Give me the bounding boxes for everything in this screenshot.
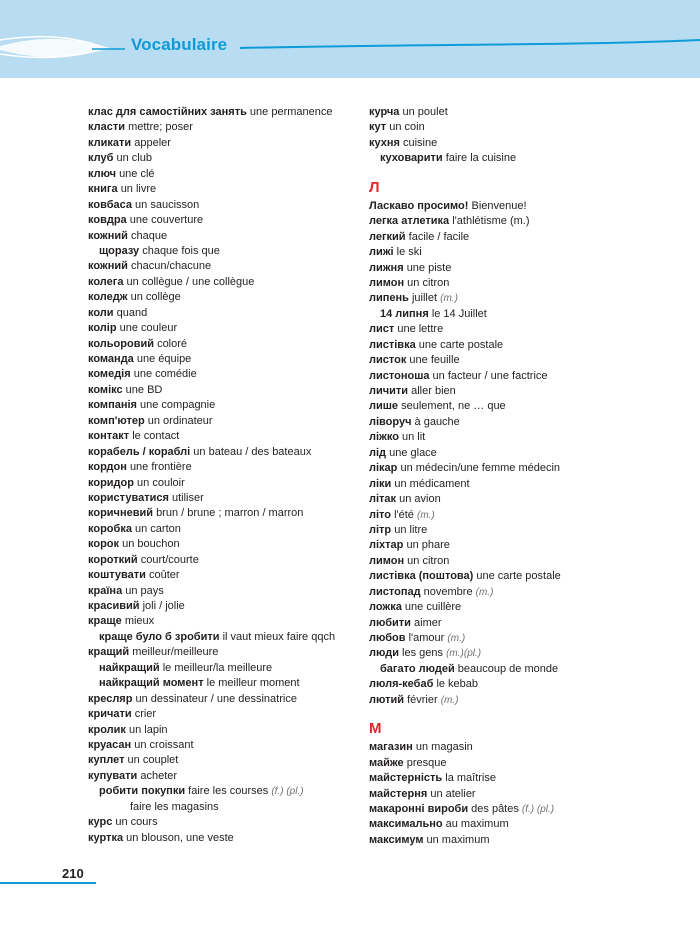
entry-word: магазин — [369, 741, 413, 754]
entry-word: коридор — [88, 476, 134, 489]
entry-word: багато людей — [380, 662, 455, 675]
entry-translation: le kebab — [436, 678, 479, 691]
vocab-entry — [369, 199, 561, 214]
entry-translation: un lapin — [129, 723, 168, 736]
entry-translation: une permanence — [249, 106, 333, 118]
entry-translation: faire les courses — [188, 785, 269, 798]
entry-translation: le 14 Juillet — [431, 307, 487, 320]
entry-word: майстерня — [369, 787, 428, 800]
page-title: Vocabulaire — [131, 35, 228, 54]
entry-grammar-note: (f.) (pl.) — [271, 786, 304, 798]
vocab-entry — [369, 600, 561, 615]
entry-translation: un pays — [125, 584, 164, 597]
entry-translation: une piste — [406, 261, 452, 274]
entry-translation: une carte postale — [476, 570, 561, 583]
entry-translation: beaucoup de monde — [457, 662, 559, 675]
entry-translation: mettre; poser — [128, 121, 193, 134]
entry-word: максимум — [369, 833, 424, 846]
entry-translation: novembre — [423, 585, 473, 598]
entry-word: краще було б зробити — [99, 630, 220, 643]
entry-translation: le ski — [396, 246, 422, 259]
vocab-entry — [88, 815, 335, 830]
entry-word: користуватися — [88, 491, 169, 504]
vocab-entry — [369, 631, 561, 646]
vocab-entry — [369, 353, 561, 368]
entry-word: курча — [369, 106, 400, 118]
entry-word: корок — [88, 538, 120, 551]
entry-word: коледж — [88, 291, 128, 304]
entry-word: листівка (поштова) — [369, 570, 474, 583]
vocab-entry — [88, 445, 335, 460]
entry-translation: un magasin — [415, 741, 473, 754]
entry-word: коли — [88, 306, 114, 319]
entry-word: лікар — [369, 462, 398, 475]
entry-translation: faire les magasins — [130, 800, 219, 813]
entry-word: кричати — [88, 708, 132, 721]
entry-word: майстерність — [369, 772, 443, 785]
vocab-entry — [88, 229, 335, 244]
entry-translation: un croissant — [134, 738, 194, 751]
vocab-entry — [369, 693, 561, 708]
entry-translation: brun / brune ; marron / marron — [156, 507, 304, 520]
entry-word: лимон — [369, 554, 405, 567]
vocab-entry — [88, 182, 335, 197]
entry-translation: un facteur / une factrice — [432, 369, 548, 382]
entry-translation: un atelier — [430, 787, 476, 800]
entry-translation: il vaut mieux faire qqch — [222, 630, 336, 643]
vocab-column-right — [369, 105, 561, 848]
vocab-entry — [88, 568, 335, 583]
vocab-entry — [88, 599, 335, 614]
entry-translation: juillet — [411, 292, 438, 305]
entry-word: компанія — [88, 399, 137, 412]
entry-translation: un citron — [407, 276, 450, 289]
entry-word: личити — [369, 385, 409, 397]
entry-grammar-note: (m.)(pl.) — [446, 648, 482, 660]
vocab-entry — [369, 136, 561, 151]
letter-heading-m: М — [369, 720, 382, 738]
entry-translation: un cours — [115, 816, 158, 829]
entry-translation: à gauche — [414, 415, 460, 428]
entry-translation: un maximum — [426, 833, 490, 846]
vocab-entry — [369, 662, 561, 677]
entry-translation: un médicament — [394, 477, 470, 490]
vocab-entry — [88, 553, 335, 568]
entry-translation: février — [407, 693, 438, 706]
entry-word: класти — [88, 121, 126, 134]
vocab-entry — [369, 230, 561, 245]
vocab-entry — [88, 584, 335, 599]
entry-word: Ласкаво просимо! — [369, 199, 469, 212]
entry-word: кращий — [88, 646, 130, 659]
entry-word: короткий — [88, 553, 138, 566]
vocab-entry — [369, 817, 561, 832]
entry-translation: une frontière — [129, 461, 192, 474]
vocab-entry — [369, 616, 561, 631]
vocab-entry — [88, 831, 335, 846]
entry-word: липень — [369, 292, 409, 305]
vocab-entry — [369, 307, 561, 322]
entry-word: ліжко — [369, 431, 399, 444]
entry-translation: crier — [134, 708, 157, 721]
entry-translation: un collègue / une collègue — [126, 275, 255, 288]
vocab-entry — [88, 707, 335, 722]
entry-translation: au maximum — [445, 818, 509, 831]
entry-translation: un médecin/une femme médecin — [400, 462, 561, 475]
entry-word: ковдра — [88, 214, 127, 227]
vocab-entry — [369, 833, 561, 848]
vocab-entry — [369, 415, 561, 430]
entry-grammar-note: (m.) — [475, 586, 494, 598]
vocab-entry — [88, 753, 335, 768]
vocab-entry — [88, 537, 335, 552]
entry-word: ключ — [88, 167, 116, 180]
vocab-entry — [88, 506, 335, 521]
entry-word: листівка — [369, 338, 416, 351]
entry-word: краще — [88, 615, 122, 628]
entry-word: щоразу — [99, 244, 140, 257]
entry-translation: aimer — [414, 616, 442, 629]
entry-translation: Bienvenue! — [471, 199, 527, 212]
entry-translation: faire la cuisine — [445, 152, 517, 165]
entry-word: ліки — [369, 477, 392, 490]
entry-word: листоноша — [369, 369, 430, 382]
entry-word: ложка — [369, 601, 402, 614]
entry-word: легка атлетика — [369, 215, 450, 228]
entry-grammar-note: (m.) — [416, 509, 435, 521]
vocab-entry — [369, 554, 561, 569]
entry-translation: aller bien — [411, 385, 456, 397]
entry-word: коричневий — [88, 507, 153, 520]
entry-translation: une lettre — [397, 323, 444, 336]
vocab-column-left — [88, 105, 335, 846]
entry-translation: cuisine — [403, 136, 438, 149]
vocab-entry — [369, 756, 561, 771]
entry-word: куртка — [88, 831, 124, 844]
entry-word: книга — [88, 183, 118, 196]
entry-translation: un collège — [130, 291, 181, 304]
vocab-entry — [88, 614, 335, 629]
entry-translation: mieux — [124, 615, 155, 628]
entry-translation: un bouchon — [122, 538, 180, 551]
entry-translation: seulement, ne … que — [401, 400, 506, 413]
entry-word: кожний — [88, 260, 128, 273]
header-banner — [0, 0, 700, 78]
vocab-entry — [88, 244, 335, 259]
entry-translation: les gens — [402, 647, 444, 660]
vocab-entry — [88, 491, 335, 506]
entry-translation: acheter — [140, 769, 178, 782]
entry-translation: court/courte — [140, 553, 199, 566]
entry-word: корабель / кораблі — [88, 445, 191, 458]
entry-word: кухня — [369, 136, 400, 149]
entry-word: красивий — [88, 600, 140, 612]
entry-word: літр — [369, 523, 392, 536]
entry-translation: l'amour — [408, 632, 445, 644]
vocab-entry — [88, 275, 335, 290]
vocab-entry — [88, 259, 335, 274]
entry-word: ліхтар — [369, 539, 404, 552]
vocab-entry — [88, 676, 335, 691]
entry-translation: un saucisson — [135, 198, 200, 211]
vocab-entry — [369, 276, 561, 291]
entry-word: кут — [369, 121, 387, 134]
vocab-entry — [88, 398, 335, 413]
vocab-entry — [88, 800, 335, 815]
entry-word: кресляр — [88, 692, 133, 705]
entry-translation: une BD — [125, 383, 163, 396]
entry-translation: le contact — [132, 430, 180, 443]
entry-translation: une couleur — [119, 322, 178, 335]
entry-word: літо — [369, 508, 392, 521]
entry-group-l — [369, 199, 561, 708]
entry-word: ліворуч — [369, 415, 412, 428]
entry-translation: un lit — [402, 431, 426, 444]
entry-translation: le meilleur/la meilleure — [162, 661, 273, 674]
entry-translation: un bateau / des bateaux — [193, 445, 312, 458]
vocab-entry — [88, 661, 335, 676]
vocab-entry — [369, 677, 561, 692]
entry-word: легкий — [369, 230, 406, 243]
vocab-entry — [369, 585, 561, 600]
entry-translation: une comédie — [133, 368, 197, 381]
entry-word: кролик — [88, 723, 126, 736]
vocab-entry — [369, 430, 561, 445]
entry-word: купувати — [88, 769, 138, 782]
vocab-entry — [88, 630, 335, 645]
vocab-entry — [369, 291, 561, 306]
page-number: 210 — [62, 866, 84, 881]
entry-translation: une glace — [389, 446, 437, 459]
vocab-entry — [369, 446, 561, 461]
vocab-entry — [88, 784, 335, 799]
entry-translation: un couplet — [127, 754, 179, 767]
page-number-rule — [0, 882, 96, 884]
entry-word: комп'ютер — [88, 414, 145, 427]
entry-translation: coûter — [148, 569, 180, 582]
entry-word: кожний — [88, 229, 128, 242]
vocab-entry — [88, 136, 335, 151]
entry-translation: une clé — [119, 167, 155, 180]
entry-translation: chaque — [130, 229, 168, 242]
entry-word: команда — [88, 353, 134, 365]
vocab-entry — [369, 214, 561, 229]
entry-word: кордон — [88, 461, 127, 474]
vocab-entry — [88, 769, 335, 784]
entry-translation: une équipe — [136, 353, 192, 365]
vocab-entry — [369, 538, 561, 553]
entry-translation: un livre — [120, 183, 157, 196]
entry-translation: joli / jolie — [142, 600, 185, 612]
entry-translation: une cuillère — [404, 601, 462, 614]
entry-translation: une couverture — [129, 214, 204, 227]
entry-word: контакт — [88, 430, 130, 443]
vocab-entry — [369, 120, 561, 135]
header-swoosh-graphic — [0, 0, 700, 78]
entry-word: комікс — [88, 383, 123, 396]
vocab-entry — [88, 306, 335, 321]
vocab-entry — [369, 508, 561, 523]
entry-word: коробка — [88, 522, 132, 535]
vocab-entry — [88, 692, 335, 707]
entry-translation: un citron — [407, 554, 450, 567]
entry-word: комедія — [88, 368, 131, 381]
entry-translation: chaque fois que — [142, 244, 220, 257]
vocab-entry — [369, 105, 561, 120]
entry-grammar-note: (f.) (pl.) — [521, 803, 555, 815]
entry-word: лише — [369, 400, 399, 413]
entry-translation: un couloir — [137, 476, 185, 489]
entry-word: лід — [369, 446, 387, 459]
vocab-entry — [369, 523, 561, 538]
entry-word: колега — [88, 275, 124, 288]
entry-word: круасан — [88, 738, 132, 751]
entry-group-k-continued — [369, 105, 561, 167]
entry-translation: un litre — [394, 523, 428, 536]
entry-translation: un club — [116, 152, 152, 165]
vocab-entry — [369, 787, 561, 802]
vocab-entry — [369, 477, 561, 492]
vocab-entry — [369, 646, 561, 661]
entry-translation: l'été — [394, 508, 414, 521]
entry-word: любити — [369, 616, 411, 629]
entry-translation: presque — [406, 756, 447, 769]
entry-word: лижня — [369, 261, 404, 274]
vocab-entry — [88, 290, 335, 305]
entry-word: куплет — [88, 754, 125, 767]
entry-translation: quand — [116, 306, 148, 319]
entry-word: клас для самостійних занять — [88, 106, 247, 118]
entry-word: лютий — [369, 693, 405, 706]
vocab-entry — [88, 367, 335, 382]
entry-translation: un carton — [135, 522, 181, 535]
vocab-entry — [369, 338, 561, 353]
entry-grammar-note: (m.) — [440, 293, 458, 305]
vocab-entry — [88, 120, 335, 135]
vocab-entry — [369, 384, 561, 399]
entry-word: ковбаса — [88, 198, 132, 211]
vocab-entry — [88, 151, 335, 166]
entry-word: максимально — [369, 818, 443, 831]
vocab-entry — [88, 738, 335, 753]
entry-grammar-note: (m.) — [440, 694, 459, 706]
vocab-entry — [88, 198, 335, 213]
vocab-entry — [88, 337, 335, 352]
vocab-entry — [88, 167, 335, 182]
entry-word: лист — [369, 323, 395, 336]
entry-translation: une carte postale — [418, 338, 504, 351]
entry-translation: un avion — [399, 493, 441, 506]
entry-word: куховарити — [380, 152, 443, 165]
vocab-entry — [88, 213, 335, 228]
vocab-entry — [369, 369, 561, 384]
entry-translation: meilleur/meilleure — [132, 646, 219, 659]
entry-translation: un ordinateur — [147, 414, 213, 427]
entry-translation: un blouson, une veste — [126, 831, 234, 844]
entry-word: макаронні вироби — [369, 802, 469, 815]
entry-translation: chacun/chacune — [130, 260, 212, 273]
entry-translation: facile / facile — [408, 230, 470, 243]
entry-word: лимон — [369, 276, 405, 289]
entry-word: листок — [369, 354, 407, 367]
vocab-entry — [369, 740, 561, 755]
entry-group-m — [369, 740, 561, 848]
entry-word: кликати — [88, 136, 132, 149]
entry-translation: appeler — [134, 136, 171, 149]
vocab-entry — [369, 569, 561, 584]
entry-word: листопад — [369, 585, 421, 598]
entry-translation: un coin — [389, 121, 425, 134]
entry-translation: une compagnie — [140, 399, 216, 412]
entry-word: колір — [88, 322, 117, 335]
vocab-entry — [88, 383, 335, 398]
entry-word: 14 липня — [380, 307, 429, 320]
vocab-entry — [369, 492, 561, 507]
entry-word: курс — [88, 816, 113, 829]
entry-translation: une feuille — [409, 354, 460, 367]
entry-word: кольоровий — [88, 337, 154, 350]
entry-translation: un poulet — [402, 106, 448, 118]
vocab-entry — [369, 151, 561, 166]
vocab-entry — [88, 105, 335, 120]
vocab-entry — [369, 322, 561, 337]
entry-word: люля-кебаб — [369, 678, 434, 691]
entry-word: найкращий момент — [99, 677, 204, 690]
entry-translation: utiliser — [171, 491, 204, 504]
vocab-entry — [88, 429, 335, 444]
entry-word: літак — [369, 493, 397, 506]
entry-word: країна — [88, 584, 123, 597]
entry-word: клуб — [88, 152, 114, 165]
entry-translation: un dessinateur / une dessinatrice — [135, 692, 297, 705]
vocab-entry — [88, 352, 335, 367]
entry-word: люди — [369, 647, 399, 660]
vocab-entry — [369, 245, 561, 260]
entry-word: лижі — [369, 246, 394, 259]
entry-translation: l'athlétisme (m.) — [452, 215, 530, 228]
entry-translation: coloré — [157, 337, 188, 350]
entry-word: робити покупки — [99, 785, 186, 798]
vocab-entry — [369, 771, 561, 786]
entry-word: майже — [369, 756, 404, 769]
entry-translation: des pâtes — [471, 802, 519, 815]
entry-translation: le meilleur moment — [206, 677, 300, 690]
entry-grammar-note: (m.) — [447, 633, 466, 644]
vocab-entry — [88, 460, 335, 475]
vocab-entry — [88, 476, 335, 491]
entry-word: коштувати — [88, 569, 146, 582]
vocab-entry — [369, 399, 561, 414]
vocab-entry — [369, 461, 561, 476]
vocab-entry — [369, 261, 561, 276]
vocab-entry — [88, 522, 335, 537]
vocab-entry — [88, 723, 335, 738]
vocab-entry — [369, 802, 561, 817]
vocab-entry — [88, 321, 335, 336]
entry-translation: un phare — [406, 539, 450, 552]
vocab-entry — [88, 645, 335, 660]
entry-translation: la maîtrise — [445, 772, 496, 785]
vocab-entry — [88, 414, 335, 429]
letter-heading-l: Л — [369, 178, 380, 196]
entry-word: найкращий — [99, 661, 160, 674]
entry-word: любов — [369, 632, 406, 644]
